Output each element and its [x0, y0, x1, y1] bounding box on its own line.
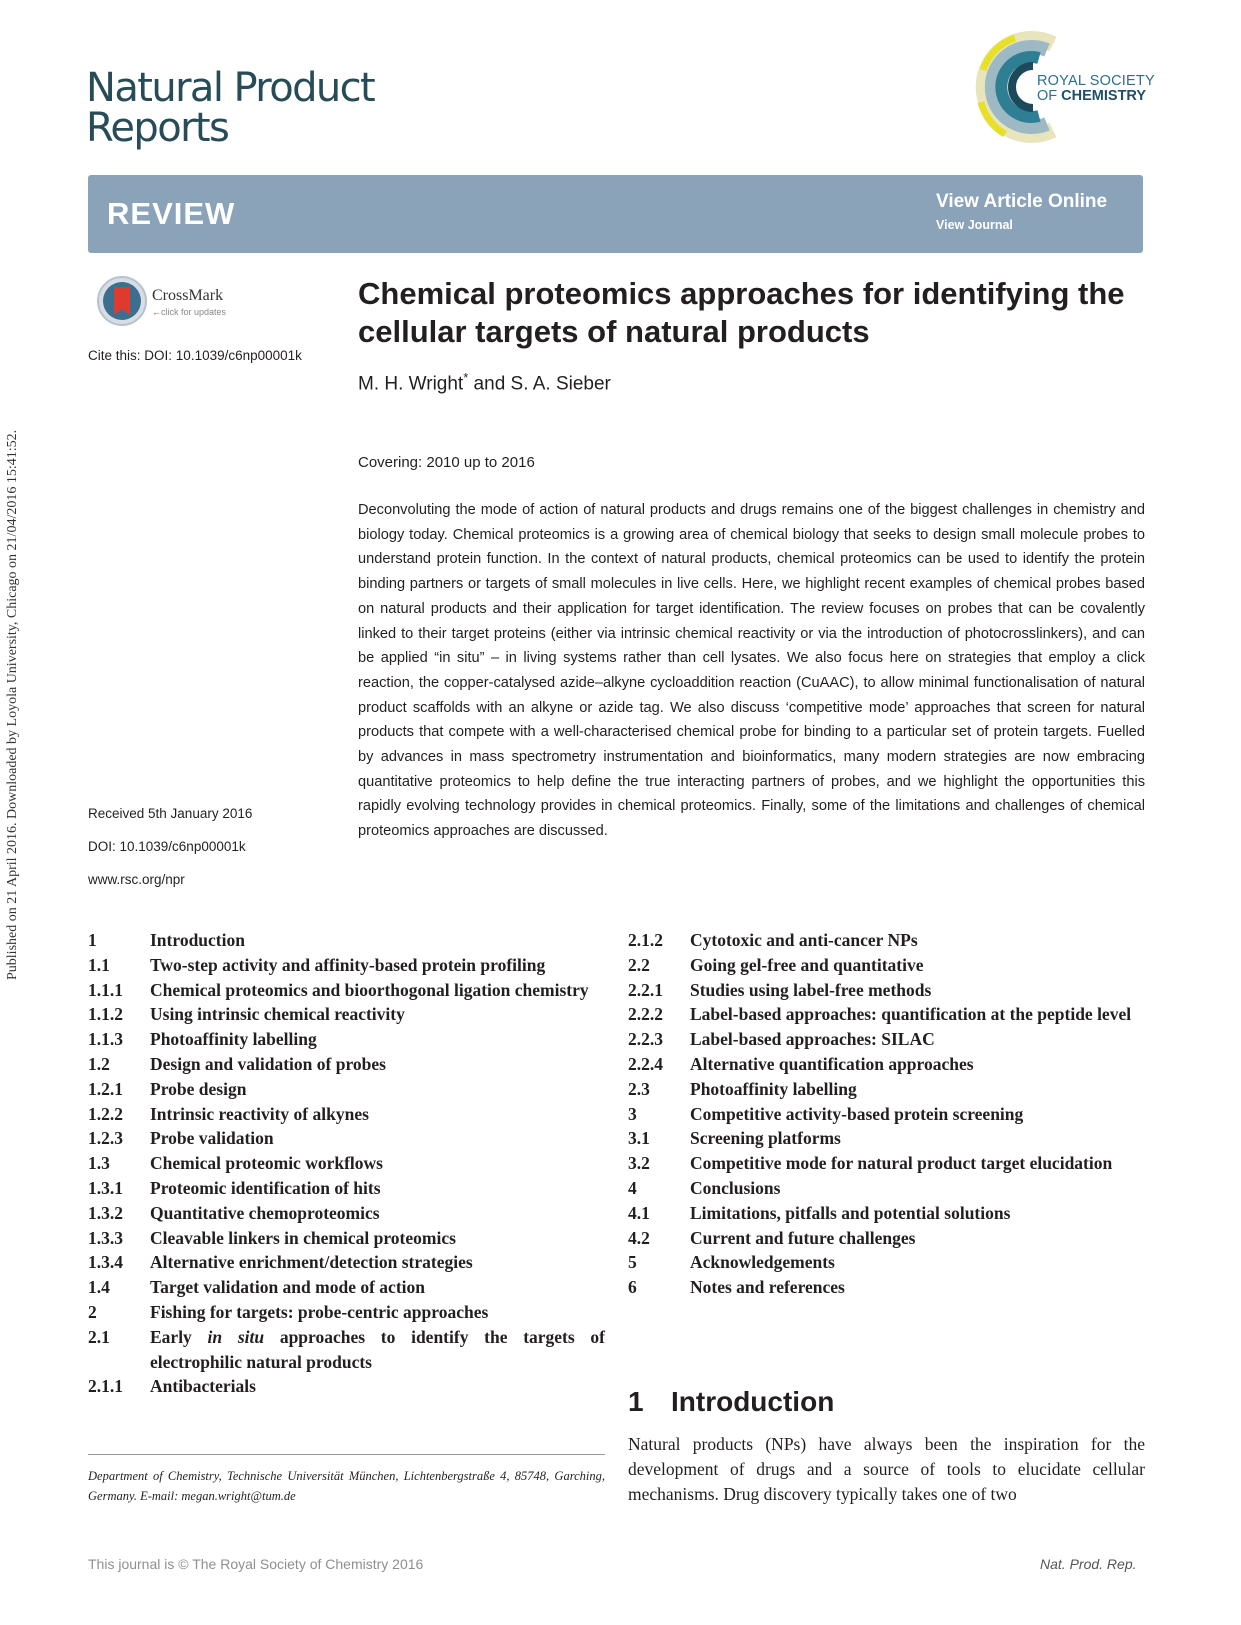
toc-entry-number: 1.2.2	[88, 1103, 123, 1124]
toc-entry[interactable]	[88, 1201, 605, 1226]
toc-entry-title: Studies using label-free methods	[690, 979, 932, 1000]
crossmark-badge[interactable]	[96, 275, 246, 327]
toc-entry[interactable]	[88, 1374, 605, 1399]
toc-entry[interactable]	[88, 1102, 605, 1127]
covering-period: Covering: 2010 up to 2016	[358, 454, 535, 471]
review-label: REVIEW	[107, 196, 236, 231]
toc-entry[interactable]	[628, 1226, 1145, 1251]
toc-entry-number: 1.1.2	[88, 1004, 123, 1025]
toc-entry-number: 2.3	[628, 1078, 650, 1099]
toc-entry[interactable]	[88, 1052, 605, 1077]
corresponding-author-mark: *	[463, 370, 469, 385]
affiliation-footnote: Department of Chemistry, Technische Universität München, Lichtenbergstraße 4, 85748, Garching, Germany. E-mail: megan.wright@tum.de	[88, 1469, 605, 1503]
toc-entry[interactable]	[88, 953, 605, 978]
toc-entry-title-italic: in situ	[207, 1326, 265, 1347]
toc-entry-number: 2.2.3	[628, 1029, 663, 1050]
toc-entry[interactable]	[88, 1325, 605, 1375]
toc-entry-number: 2.2.2	[628, 1004, 663, 1025]
toc-entry-number: 2.1.2	[628, 930, 663, 950]
toc-entry-title: Going gel-free and quantitative	[690, 954, 924, 975]
toc-entry[interactable]	[628, 1077, 1145, 1102]
table-of-contents-left	[88, 928, 605, 1399]
toc-entry[interactable]	[628, 1102, 1145, 1127]
toc-entry-title: Cleavable linkers in chemical proteomics	[150, 1227, 456, 1248]
table-of-contents-right	[628, 928, 1145, 1300]
download-watermark: Published on 21 April 2016. Downloaded by Loyola University, Chicago on 21/04/2016 15:41:52.	[5, 429, 20, 980]
toc-entry-title: Limitations, pitfalls and potential solutions	[690, 1202, 1011, 1223]
toc-entry-title: Design and validation of probes	[150, 1053, 386, 1074]
toc-entry[interactable]	[88, 1151, 605, 1176]
toc-entry[interactable]	[628, 1027, 1145, 1052]
crossmark-title: CrossMark	[152, 287, 224, 304]
doi: DOI: 10.1039/c6np00001k	[88, 839, 246, 854]
article-type-banner	[88, 175, 1143, 253]
author-wright[interactable]: M. H. Wright	[358, 373, 464, 395]
toc-entry-title: Target validation and mode of action	[150, 1277, 425, 1298]
introduction-paragraph: Natural products (NPs) have always been the inspiration for the development of drugs and a source of tools to elucidate cellular mechanisms. Drug discovery typically takes one of two	[628, 1434, 1145, 1504]
crossmark-subtitle	[152, 307, 226, 317]
toc-entry-title: Label-based approaches: quantification at the peptide level	[690, 1004, 1132, 1025]
toc-entry-number: 2.1	[88, 1326, 110, 1347]
cite-this	[88, 348, 302, 363]
copyright-footer: This journal is © The Royal Society of Chemistry 2016	[88, 1556, 424, 1572]
toc-entry[interactable]	[88, 1002, 605, 1027]
publisher-of: OF	[1037, 88, 1058, 104]
toc-entry[interactable]	[628, 1250, 1145, 1275]
toc-entry-title: Cytotoxic and anti-cancer NPs	[690, 930, 918, 950]
toc-entry-title: Probe validation	[150, 1128, 274, 1149]
toc-entry-number: 1.3.4	[88, 1252, 123, 1273]
author-list	[358, 370, 611, 395]
toc-entry-title: Notes and references	[690, 1277, 845, 1298]
toc-entry-number: 4.1	[628, 1202, 650, 1223]
toc-entry-title: Current and future challenges	[690, 1227, 916, 1248]
toc-entry-number: 2.2.4	[628, 1053, 663, 1074]
toc-entry-title-part: Early	[150, 1326, 208, 1347]
received-date: Received 5th January 2016	[88, 806, 253, 821]
toc-entry[interactable]	[88, 1226, 605, 1251]
toc-entry-number: 1	[88, 930, 97, 950]
toc-entry-title-part: approaches to identify the targets of electrophilic natural products	[150, 1326, 605, 1372]
toc-entry-title: Antibacterials	[150, 1376, 256, 1397]
crossmark-icon	[96, 275, 148, 327]
article-title: Chemical proteomics approaches for identifying the cellular targets of natural products	[358, 276, 1125, 349]
toc-entry-number: 1.3.2	[88, 1202, 123, 1223]
toc-entry-title: Photoaffinity labelling	[690, 1078, 857, 1099]
toc-entry[interactable]	[628, 953, 1145, 978]
toc-entry[interactable]	[88, 1176, 605, 1201]
view-article-online-link[interactable]: View Article Online	[936, 191, 1108, 212]
abstract: Deconvoluting the mode of action of natural products and drugs remains one of the biggest challenges in chemistry and biology today. Chemical proteomics is a growing area of chemical biology that seeks to design small molecule probes to understand protein function. In the context of natural products, chemical proteomics can be used to identify the protein binding partners or targets of small molecules in live cells. Here, we highlight recent examples of chemical probes based on natural products and their application for target identification. The review focuses on probes that can be covalently linked to their target proteins (either via intrinsic chemical reactivity or via the introduction of photocrosslinkers), and can be applied “in situ” – in living systems rather than cell lysates. We also focus here on strategies that employ a click reaction, the copper-catalysed azide–alkyne cycloaddition reaction (CuAAC), to allow minimal functionalisation of natural product scaffolds with an alkyne or azide tag. We also discuss ‘competitive mode’ approaches that screen for natural products that compete with a well-characterised chemical probe for binding to a particular set of protein targets. Fuelled by advances in mass spectrometry instrumentation and bioinformatics, many modern strategies are now embracing quantitative proteomics to help define the true interacting partners of probes, and we highlight the opportunities this rapidly evolving technology provides in chemical proteomics. Finally, some of the limitations and challenges of chemical proteomics approaches are discussed.	[358, 502, 1145, 840]
toc-entry-title: Screening platforms	[690, 1128, 841, 1149]
toc-entry-number: 3.1	[628, 1128, 650, 1149]
footnote-divider	[88, 1454, 605, 1455]
toc-entry-title: Chemical proteomics and bioorthogonal ligation chemistry	[150, 979, 589, 1000]
journal-url-link[interactable]: www.rsc.org/npr	[88, 872, 185, 887]
toc-entry-title: Two-step activity and affinity-based protein profiling	[150, 954, 546, 975]
toc-entry-number: 1.2.3	[88, 1128, 123, 1149]
toc-entry-title: Fishing for targets: probe-centric approaches	[150, 1301, 489, 1322]
section-number: 1	[628, 1386, 644, 1417]
journal-abbrev-footer: Nat. Prod. Rep.	[1040, 1556, 1137, 1572]
toc-entry-number: 1.3	[88, 1153, 110, 1174]
view-journal-link[interactable]: View Journal	[936, 218, 1013, 232]
toc-entry-title: Intrinsic reactivity of alkynes	[150, 1103, 369, 1124]
toc-entry-title: Competitive mode for natural product target elucidation	[690, 1153, 1113, 1174]
toc-entry[interactable]	[628, 1275, 1145, 1300]
toc-entry[interactable]	[88, 1250, 605, 1275]
toc-entry-title: Quantitative chemoproteomics	[150, 1202, 380, 1223]
toc-entry-number: 1.1.3	[88, 1029, 123, 1050]
toc-entry-number: 4.2	[628, 1227, 650, 1248]
toc-entry-number: 5	[628, 1252, 637, 1273]
toc-entry-number: 3	[628, 1103, 637, 1124]
toc-entry[interactable]	[88, 1275, 605, 1300]
crossmark-subtitle-text: click for updates	[161, 307, 227, 317]
publisher-line2	[1037, 89, 1155, 104]
toc-entry-number: 1.1	[88, 954, 110, 975]
toc-entry-number: 1.2.1	[88, 1078, 123, 1099]
toc-entry-number: 6	[628, 1277, 637, 1298]
toc-entry-title: Alternative quantification approaches	[690, 1053, 974, 1074]
toc-entry-number: 3.2	[628, 1153, 650, 1174]
toc-entry-number: 1.1.1	[88, 979, 123, 1000]
toc-entry-title: Label-based approaches: SILAC	[690, 1029, 935, 1050]
toc-entry[interactable]	[628, 1126, 1145, 1151]
toc-entry-number: 1.2	[88, 1053, 110, 1074]
journal-title-line1: Natural Product	[86, 65, 375, 111]
toc-entry[interactable]	[628, 1201, 1145, 1226]
arrow-left-icon: ←	[152, 307, 161, 317]
toc-entry-number: 2.2	[628, 954, 650, 975]
toc-entry-title	[150, 1325, 605, 1375]
journal-title-line2: Reports	[86, 105, 229, 151]
toc-entry-number: 2.1.1	[88, 1376, 123, 1397]
cite-label: Cite this:	[88, 348, 141, 363]
journal-title[interactable]	[86, 65, 375, 151]
toc-entry-title: Chemical proteomic workflows	[150, 1153, 383, 1174]
toc-entry-title: Using intrinsic chemical reactivity	[150, 1004, 405, 1025]
toc-entry[interactable]	[628, 1052, 1145, 1077]
toc-entry-title: Proteomic identification of hits	[150, 1177, 381, 1198]
toc-entry[interactable]	[88, 1077, 605, 1102]
toc-entry-number: 4	[628, 1177, 637, 1198]
publisher-line1: ROYAL SOCIETY	[1037, 73, 1155, 89]
toc-entry-number: 1.3.1	[88, 1177, 123, 1198]
author-sieber[interactable]: and S. A. Sieber	[468, 373, 611, 395]
toc-entry-title: Competitive activity-based protein screening	[690, 1103, 1024, 1124]
section-heading-introduction	[628, 1386, 834, 1418]
toc-entry[interactable]	[88, 1126, 605, 1151]
toc-entry[interactable]	[88, 1027, 605, 1052]
toc-entry-number: 1.3.3	[88, 1227, 123, 1248]
toc-entry-title: Conclusions	[690, 1177, 781, 1198]
toc-entry-number: 1.4	[88, 1277, 110, 1298]
toc-entry-number: 2	[88, 1301, 97, 1322]
toc-entry-title: Alternative enrichment/detection strategies	[150, 1252, 473, 1273]
section-title: Introduction	[671, 1386, 835, 1417]
toc-entry-title: Photoaffinity labelling	[150, 1029, 317, 1050]
toc-entry-title: Probe design	[150, 1078, 247, 1099]
toc-entry[interactable]	[628, 1151, 1145, 1176]
toc-entry[interactable]	[88, 978, 605, 1003]
toc-entry-number: 2.2.1	[628, 979, 663, 1000]
publisher-chemistry: CHEMISTRY	[1061, 88, 1147, 104]
toc-entry[interactable]	[628, 978, 1145, 1003]
toc-entry[interactable]	[88, 928, 605, 953]
cite-doi: DOI: 10.1039/c6np00001k	[144, 348, 302, 363]
toc-entry[interactable]	[628, 928, 1145, 953]
toc-entry[interactable]	[628, 1176, 1145, 1201]
toc-entry-title: Introduction	[150, 930, 245, 950]
toc-entry-title: Acknowledgements	[690, 1252, 835, 1273]
rsc-logo[interactable]	[975, 30, 1175, 145]
toc-entry[interactable]	[88, 1300, 605, 1325]
toc-entry[interactable]	[628, 1002, 1145, 1027]
